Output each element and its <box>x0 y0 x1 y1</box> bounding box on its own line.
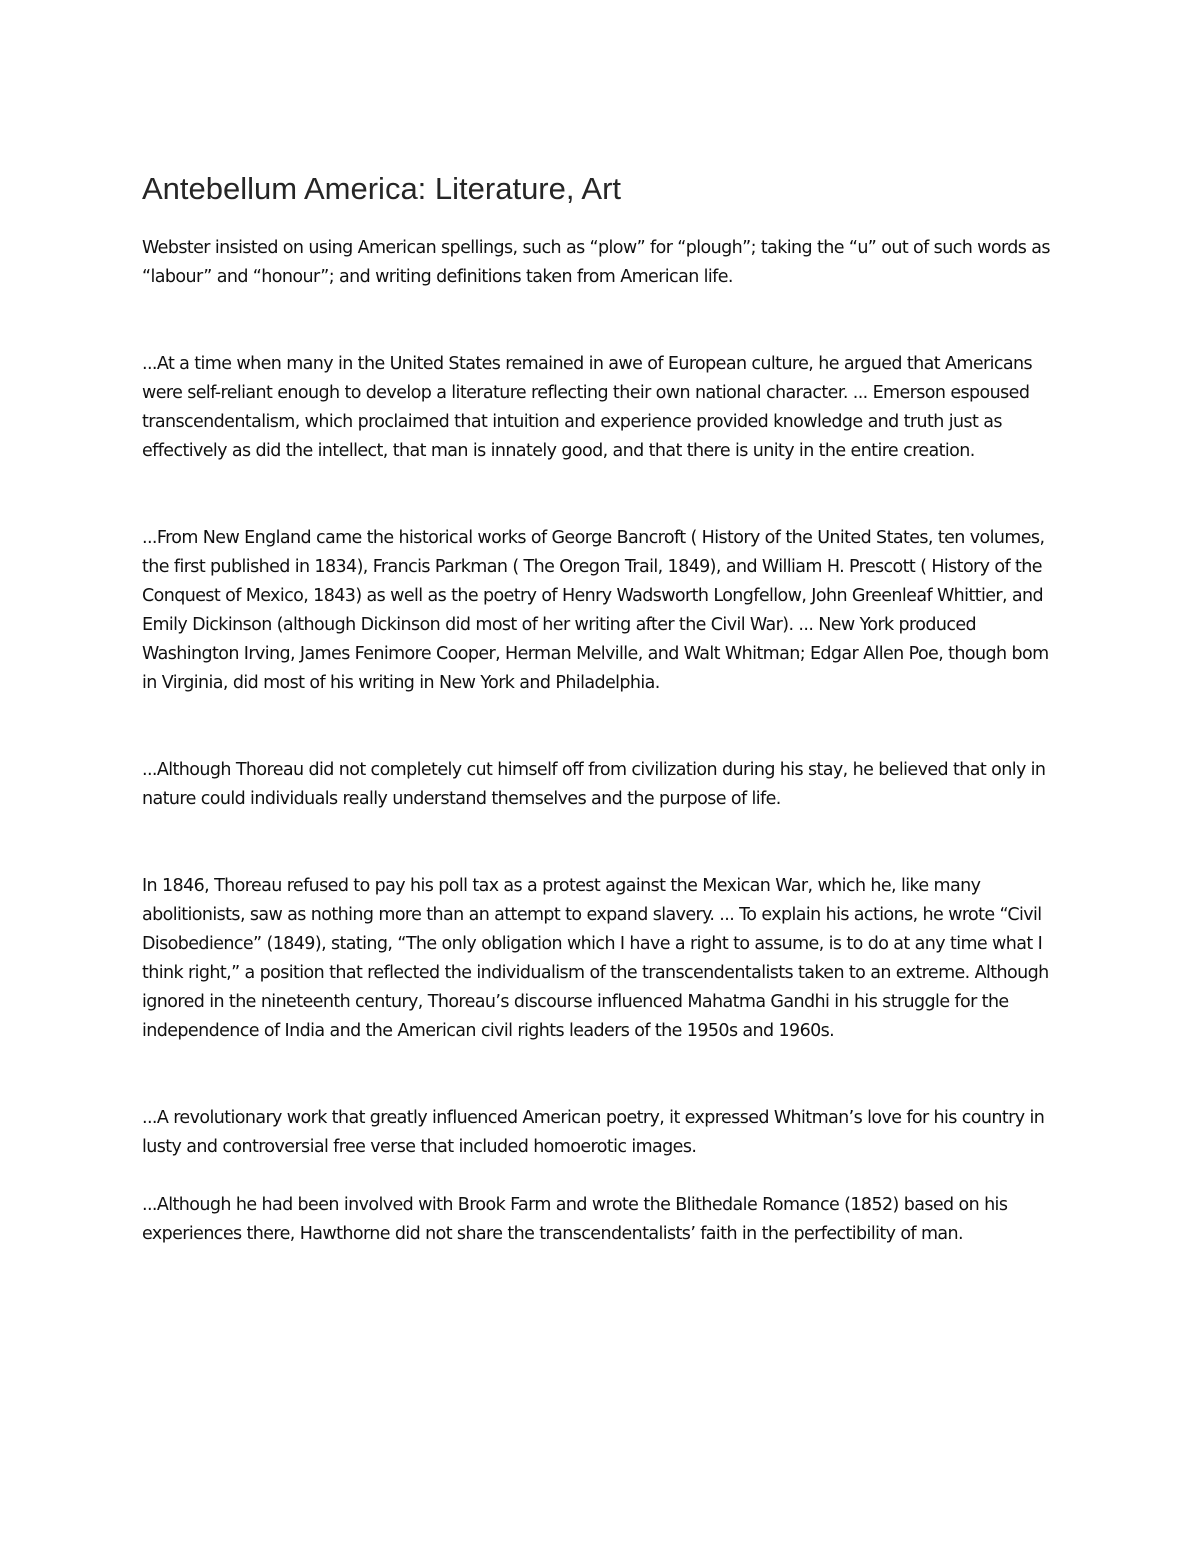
paragraph-hawthorne: ...Although he had been involved with Brook Farm and wrote the Blithedale Romance (1852) based on his experiences there, Hawthorne did not share the transcendentalists’ faith in the perfectibility of man. <box>142 1195 1008 1244</box>
paragraph-civil-disobedience: In 1846, Thoreau refused to pay his poll tax as a protest against the Mexican War, which he, like many abolitionists, saw as nothing more than an attempt to expand slavery. ... To explain his actions, he wrote “Civil Disobedience” (1849), stating, “The only obligation which I have a right to assume, is to do at any time what I think right,” a position that reflected the individualism of the transcendentalists taken to an extreme. Although ignored in the nineteenth century, Thoreau’s discourse influenced Mahatma Gandhi in his struggle for the independence of India and the American civil rights leaders of the 1950s and 1960s. <box>142 876 1049 1041</box>
paragraph-webster: Webster insisted on using American spellings, such as “plow” for “plough”; taking the “u” out of such words as “labour” and “honour”; and writing definitions taken from American life. <box>142 238 1050 287</box>
page-title: Antebellum America: Literature, Art <box>142 171 622 206</box>
paragraph-new-england-writers: ...From New England came the historical works of George Bancroft ( History of the United States, ten volumes, the first published in 1834), Francis Parkman ( The Oregon Trail, 1849), and William H. Prescott ( History of the Conquest of Mexico, 1843) as well as the poetry of Henry Wadsworth Longfellow, John Greenleaf Whittier, and Emily Dickinson (although Dickinson did most of her writing after the Civil War). ... New York produced Washington Irving, James Fenimore Cooper, Herman Melville, and Walt Whitman; Edgar Allen Poe, though bom in Virginia, did most of his writing in New York and Philadelphia. <box>142 528 1049 693</box>
paragraph-whitman: ...A revolutionary work that greatly influenced American poetry, it expressed Whitman’s love for his country in lusty and controversial free verse that included homoerotic images. <box>142 1108 1045 1157</box>
document-body <box>142 168 1067 1249</box>
paragraph-thoreau-nature: ...Although Thoreau did not completely cut himself off from civilization during his stay, he believed that only in nature could individuals really understand themselves and the purpose of life. <box>142 760 1046 809</box>
paragraph-emerson: ...At a time when many in the United States remained in awe of European culture, he argued that Americans were self-reliant enough to develop a literature reflecting their own national character. ... Emerson espoused transcendentalism, which proclaimed that intuition and experience provided knowledge and truth just as effectively as did the intellect, that man is innately good, and that there is unity in the entire creation. <box>142 354 1032 461</box>
